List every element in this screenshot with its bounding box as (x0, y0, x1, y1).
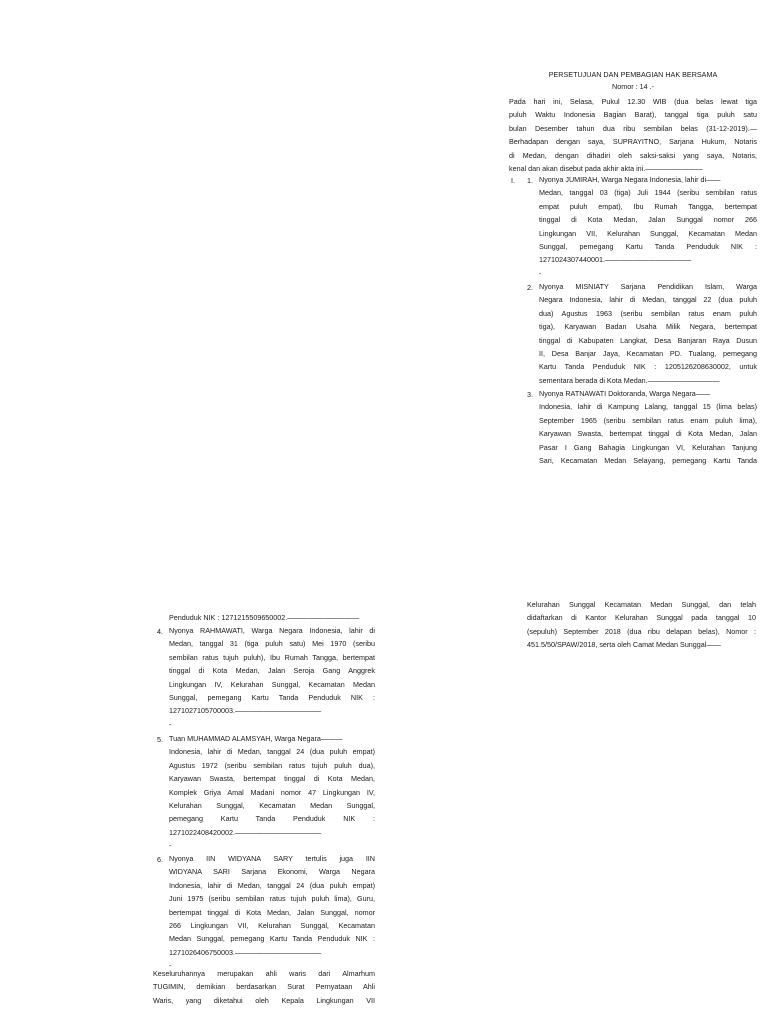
closing-line: Keseluruhannya merupakan ahli waris dari Almarhum (153, 969, 375, 978)
closing-line: TUGIMIN, demikian berdasarkan Surat Pernyataan Ahli (153, 982, 375, 992)
item-line: Juni 1975 (seribu sembilan ratus tujuh puluh lima), Guru, (169, 894, 375, 904)
item-line: 1271027105700003.———————————— (169, 706, 322, 716)
item-line: tinggal di Kabupaten Langkat, Desa Banjaran Raya Dusun (539, 335, 757, 345)
item-line: Sunggal, pemegang Kartu Tanda Penduduk NIK : (539, 242, 757, 252)
item-line: Penduduk NIK : 1271215509650002.—————————— (169, 613, 360, 622)
item-line: Indonesia, lahir di Medan, tanggal 24 (dua puluh empat) (169, 880, 375, 890)
item-line: empat puluh empat), Ibu Rumah Tangga, bertempat (539, 201, 757, 211)
item-line: - (169, 961, 172, 971)
item-line: Kartu Tanda Penduduk NIK : 1205126208630002, untuk (539, 362, 757, 372)
item-line: Nyonya RATNAWATI Doktoranda, Warga Negara—— (539, 389, 711, 398)
item-number: 5. (157, 735, 163, 744)
item-line: Nyonya MISNIATY Sarjana Pendidikan Islam, Warga (539, 282, 757, 291)
item-line: Indonesia, lahir di Kampung Lalang, tanggal 15 (lima belas) (539, 402, 757, 412)
intro-line: kenal dan akan disebut pada akhir akta ini.———————— (509, 164, 703, 174)
party-item-3 (539, 387, 757, 467)
item-line: 1271026406750003.———————————— (169, 947, 322, 957)
item-line: tiga), Karyawan Badan Usaha Milik Negara, bertempat (539, 322, 757, 332)
item-line: Sari, Kecamatan Medan Selayang, pemegang Kartu Tanda (539, 456, 757, 466)
item-number: 2. (527, 283, 533, 292)
item-line: Komplek Griya Amal Madani nomor 47 Lingkungan IV, (169, 787, 375, 797)
nomor-text: Nomor : 14 .- (612, 82, 654, 92)
item-line: - (169, 719, 172, 729)
item-number: 1. (527, 176, 533, 185)
item-line: tinggal di Kota Medan, Jalan Seroja Gang Anggrek (169, 666, 375, 676)
item-line: Medan Sunggal, pemegang Kartu Tanda Penduduk NIK : (169, 934, 375, 944)
party-item-4 (169, 624, 375, 731)
party-item-5 (169, 732, 375, 853)
item-line: bertempat tinggal di Kota Medan, Jalan Sunggal, nomor (169, 907, 375, 917)
item-line: Nyonya RAHMAWATI, Warga Negara Indonesia, lahir di (169, 626, 375, 635)
title-text: PERSETUJUAN DAN PEMBAGIAN HAK BERSAMA (548, 70, 718, 79)
party-item-6 (169, 852, 375, 973)
closing-paragraph (153, 967, 375, 1007)
item-line: Medan, tanggal 31 (tiga puluh satu) Mei 1970 (seribu (169, 639, 375, 649)
item-line: 1271022408420002.———————————— (169, 827, 322, 837)
document-title (509, 68, 757, 94)
intro-line: puluh Waktu Indonesia Bagian Barat), tanggal tiga puluh satu (509, 110, 757, 120)
item-line: sementara berada di Kota Medan.—————————— (539, 375, 720, 385)
item-line: Indonesia, lahir di Medan, tanggal 24 (dua puluh empat) (169, 747, 375, 757)
item-line: Pasar I Gang Bahagia Lingkungan VI, Kelurahan Tanjung (539, 442, 757, 452)
item-number: 6. (157, 855, 163, 864)
item-line: Tuan MUHAMMAD ALAMSYAH, Warga Negara——— (169, 734, 343, 743)
closing-line: Waris, yang diketahui oleh Kepala Lingkungan VII (153, 995, 375, 1005)
item-number: 3. (527, 390, 533, 399)
intro-paragraph (509, 95, 757, 175)
item-line: Nyonya IIN WIDYANA SARY tertulis juga IIN (169, 854, 375, 863)
item-line: II, Desa Banjar Jaya, Kecamatan PD. Tualang, pemegang (539, 349, 757, 359)
paragraph-line: Kelurahan Sunggal Kecamatan Medan Sunggal, dan telah (527, 600, 756, 609)
item-line: Nyonya JUMIRAH, Warga Negara Indonesia, lahir di—— (539, 175, 721, 184)
item-line: - (169, 841, 172, 851)
item-line: Agustus 1972 (seribu sembilan ratus tujuh puluh dua), (169, 760, 375, 770)
item-line: pemegang Kartu Tanda Penduduk NIK : (169, 814, 375, 824)
item-line: dua) Agustus 1963 (seribu sembilan ratus enam puluh (539, 308, 757, 318)
party-item-2 (539, 280, 757, 387)
section-roman-numeral: I. (511, 176, 515, 185)
party-item-1 (539, 173, 757, 280)
item-line: Negara Indonesia, lahir di Medan, tanggal 22 (dua puluh (539, 295, 757, 305)
item-line: 1271024307440001.———————————— (539, 255, 692, 265)
item-line: Lingkungan VII, Kelurahan Sunggal, Kecamatan Medan (539, 228, 757, 238)
intro-line: di Medan, dengan dihadiri oleh saksi-saksi yang saya, Notaris, (509, 150, 757, 160)
item-line: Karyawan Swasta, bertempat tinggal di Kota Medan, Jalan (539, 429, 757, 439)
item-line: September 1965 (seribu sembilan ratus enam puluh lima), (539, 415, 757, 425)
item-line: sembilan ratus tujuh puluh), Ibu Rumah Tangga, bertempat (169, 652, 375, 662)
continuation-paragraph (527, 598, 756, 652)
item-number: 4. (157, 627, 163, 636)
item-line: WIDYANA SARI Sarjana Ekonomi, Warga Negara (169, 867, 375, 877)
item-line: Lingkungan IV, Kelurahan Sunggal, Kecamatan Medan (169, 679, 375, 689)
item-line: Sunggal, pemegang Kartu Tanda Penduduk NIK : (169, 693, 375, 703)
paragraph-line: (sepuluh) September 2018 (dua ribu delapan belas), Nomor : (527, 626, 756, 636)
intro-line: Berhadapan dengan saya, SUPRAYITNO, Sarjana Hukum, Notaris (509, 137, 757, 147)
item-line: tinggal di Kota Medan, Jalan Sunggal nomor 266 (539, 215, 757, 225)
item-line: Kelurahan Sunggal, Kecamatan Medan Sunggal, (169, 801, 375, 811)
item-line: 266 Lingkungan VII, Kelurahan Sunggal, Kecamatan (169, 921, 375, 931)
intro-line: bulan Desember tahun dua ribu sembilan belas (31-12-2019).— (509, 123, 757, 133)
item-line: Medan, tanggal 03 (tiga) Juli 1944 (seribu sembilan ratus (539, 188, 757, 198)
paragraph-line: 451.5/50/SPAW/2018, serta oleh Camat Medan Sunggal—— (527, 640, 721, 650)
item-line: Karyawan Swasta, bertempat tinggal di Kota Medan, (169, 774, 375, 784)
continued-line (169, 611, 375, 624)
paragraph-line: didaftarkan di Kantor Kelurahan Sunggal pada tanggal 10 (527, 613, 756, 623)
item-line: - (539, 268, 542, 278)
intro-line: Pada hari ini, Selasa, Pukul 12.30 WIB (dua belas lewat tiga (509, 97, 757, 106)
